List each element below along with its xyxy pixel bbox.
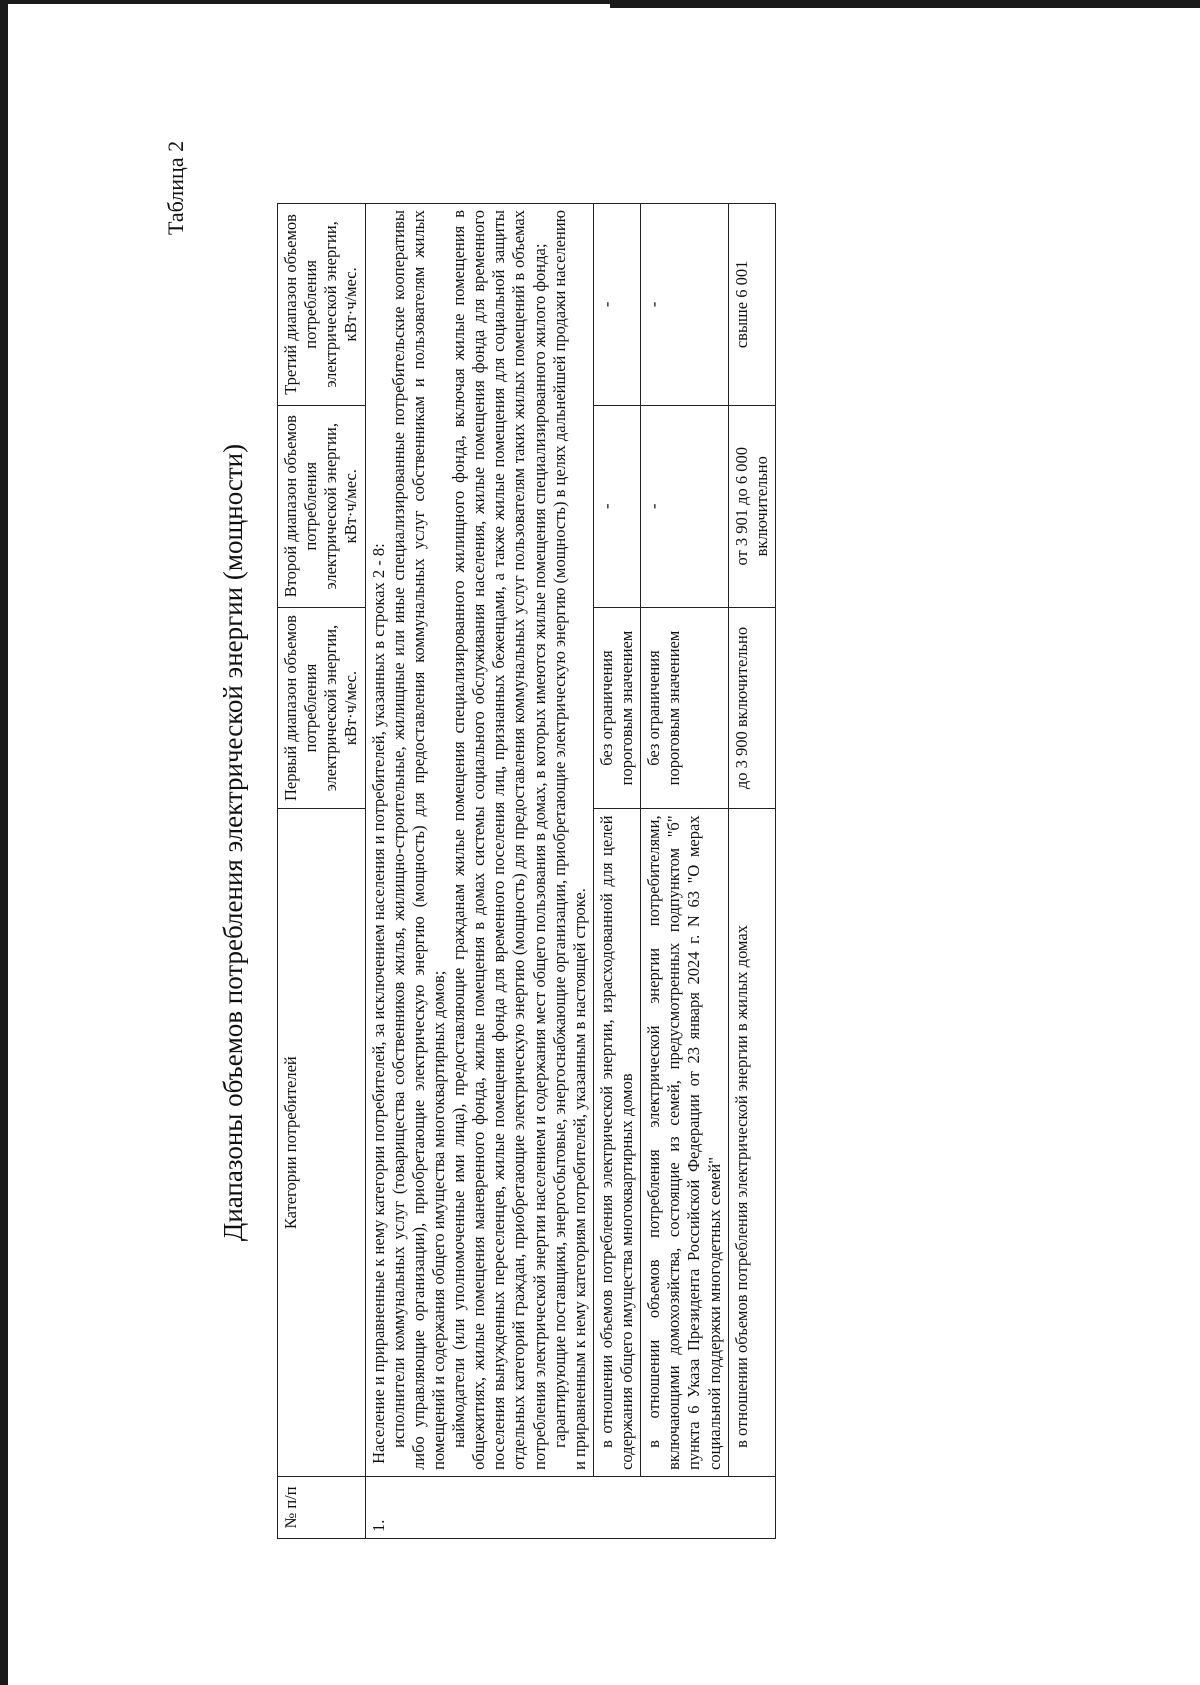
subrow-3-paragraph: в отношении объемов потребления электрической энергии в жилых домах — [731, 925, 751, 1448]
subrow-1-text — [593, 809, 640, 1477]
table-label: Таблица 2 — [163, 140, 188, 235]
row-1-paragraph: Население и приравненные к нему категории потребителей, за исключением населения и потребителей, указанных в строках 2 - 8: — [368, 543, 388, 1464]
row-1-paragraph: гарантирующие поставщики, энергосбытовые, энергоснабжающие организации, приобретающие электрическую энергию (мощность) в целях дальнейшей продажи населению и приравненным к нему категориям потребителей, указанным в настоящей строке. — [549, 210, 589, 1470]
header-row — [278, 204, 366, 1539]
ranges-table — [277, 203, 776, 1539]
subrow-1-range-3: - — [593, 204, 640, 406]
subrow-2-range-3: - — [641, 204, 729, 406]
header-num: № п/п — [278, 1476, 366, 1538]
subrow-large-families — [641, 204, 729, 1539]
subrow-3-text — [728, 809, 775, 1477]
subrow-common-property — [593, 204, 640, 1539]
subrow-1-range-2: - — [593, 405, 640, 607]
subrow-3-range-1: до 3 900 включительно — [728, 607, 775, 809]
subrow-2-paragraph: в отношении объемов потребления электрической энергии потребителями, включающими домохозяйства, состоящие из семей, предусмотренных подпунктом "б" пункта 6 Указа Президента Российской Федерации от 23 января 2024 г. N 63 "О мерах социальной поддержки многодетных семей" — [644, 815, 724, 1470]
row-1-number: 1. — [365, 1476, 775, 1538]
header-category: Категории потребителей — [278, 809, 366, 1477]
row-1-description — [365, 204, 593, 1477]
subrow-residential-houses — [728, 204, 775, 1539]
row-1 — [365, 204, 593, 1539]
row-1-paragraph: исполнители коммунальных услуг (товарищества собственников жилья, жилищно-строительные, жилищные или иные специализированные потребительские кооперативы либо управляющие организации), приобретающие электрическую энергию (мощность) для предоставления коммунальных услуг собственникам и пользователям жилых помещений и содержания общего имущества многоквартирных домов; — [388, 210, 448, 1470]
subrow-2-range-2: - — [641, 405, 729, 607]
subrow-1-range-1: без ограничения пороговым значением — [593, 607, 640, 809]
header-range-3: Третий диапазон объемов потребления электрической энергии, кВт·ч/мес. — [278, 204, 366, 406]
subrow-2-range-1: без ограничения пороговым значением — [641, 607, 729, 809]
subrow-1-paragraph: в отношении объемов потребления электрической энергии, израсходованной для целей содержания общего имущества многоквартирных домов — [596, 815, 636, 1470]
subrow-2-text — [641, 809, 729, 1477]
row-1-paragraph: наймодатели (или уполномоченные ими лица), предоставляющие гражданам жилые помещения специализированного жилищного фонда, включая жилые помещения в общежитиях, жилые помещения маневренного фонда, жилые помещения в домах системы социального обслуживания населения, жилые помещения фонда для временного поселения вынужденных переселенцев, жилые помещения фонда для временного поселения лиц, признанных беженцами, а также жилые помещения для социальной защиты отдельных категорий граждан, приобретающие электрическую энергию (мощность) для предоставления коммунальных услуг пользователям таких жилых помещений в объемах потребления электрической энергии населением и содержания мест общего пользования в домах, в которых имеются жилые помещения специализированного жилого фонда; — [449, 210, 549, 1470]
header-range-1: Первый диапазон объемов потребления электрической энергии, кВт·ч/мес. — [278, 607, 366, 809]
document-title: Диапазоны объемов потребления электрической энергии (мощности) — [218, 443, 248, 1242]
subrow-3-range-3: свыше 6 001 — [728, 204, 775, 406]
subrow-3-range-2: от 3 901 до 6 000 включительно — [728, 405, 775, 607]
header-range-2: Второй диапазон объемов потребления электрической энергии, кВт·ч/мес. — [278, 405, 366, 607]
